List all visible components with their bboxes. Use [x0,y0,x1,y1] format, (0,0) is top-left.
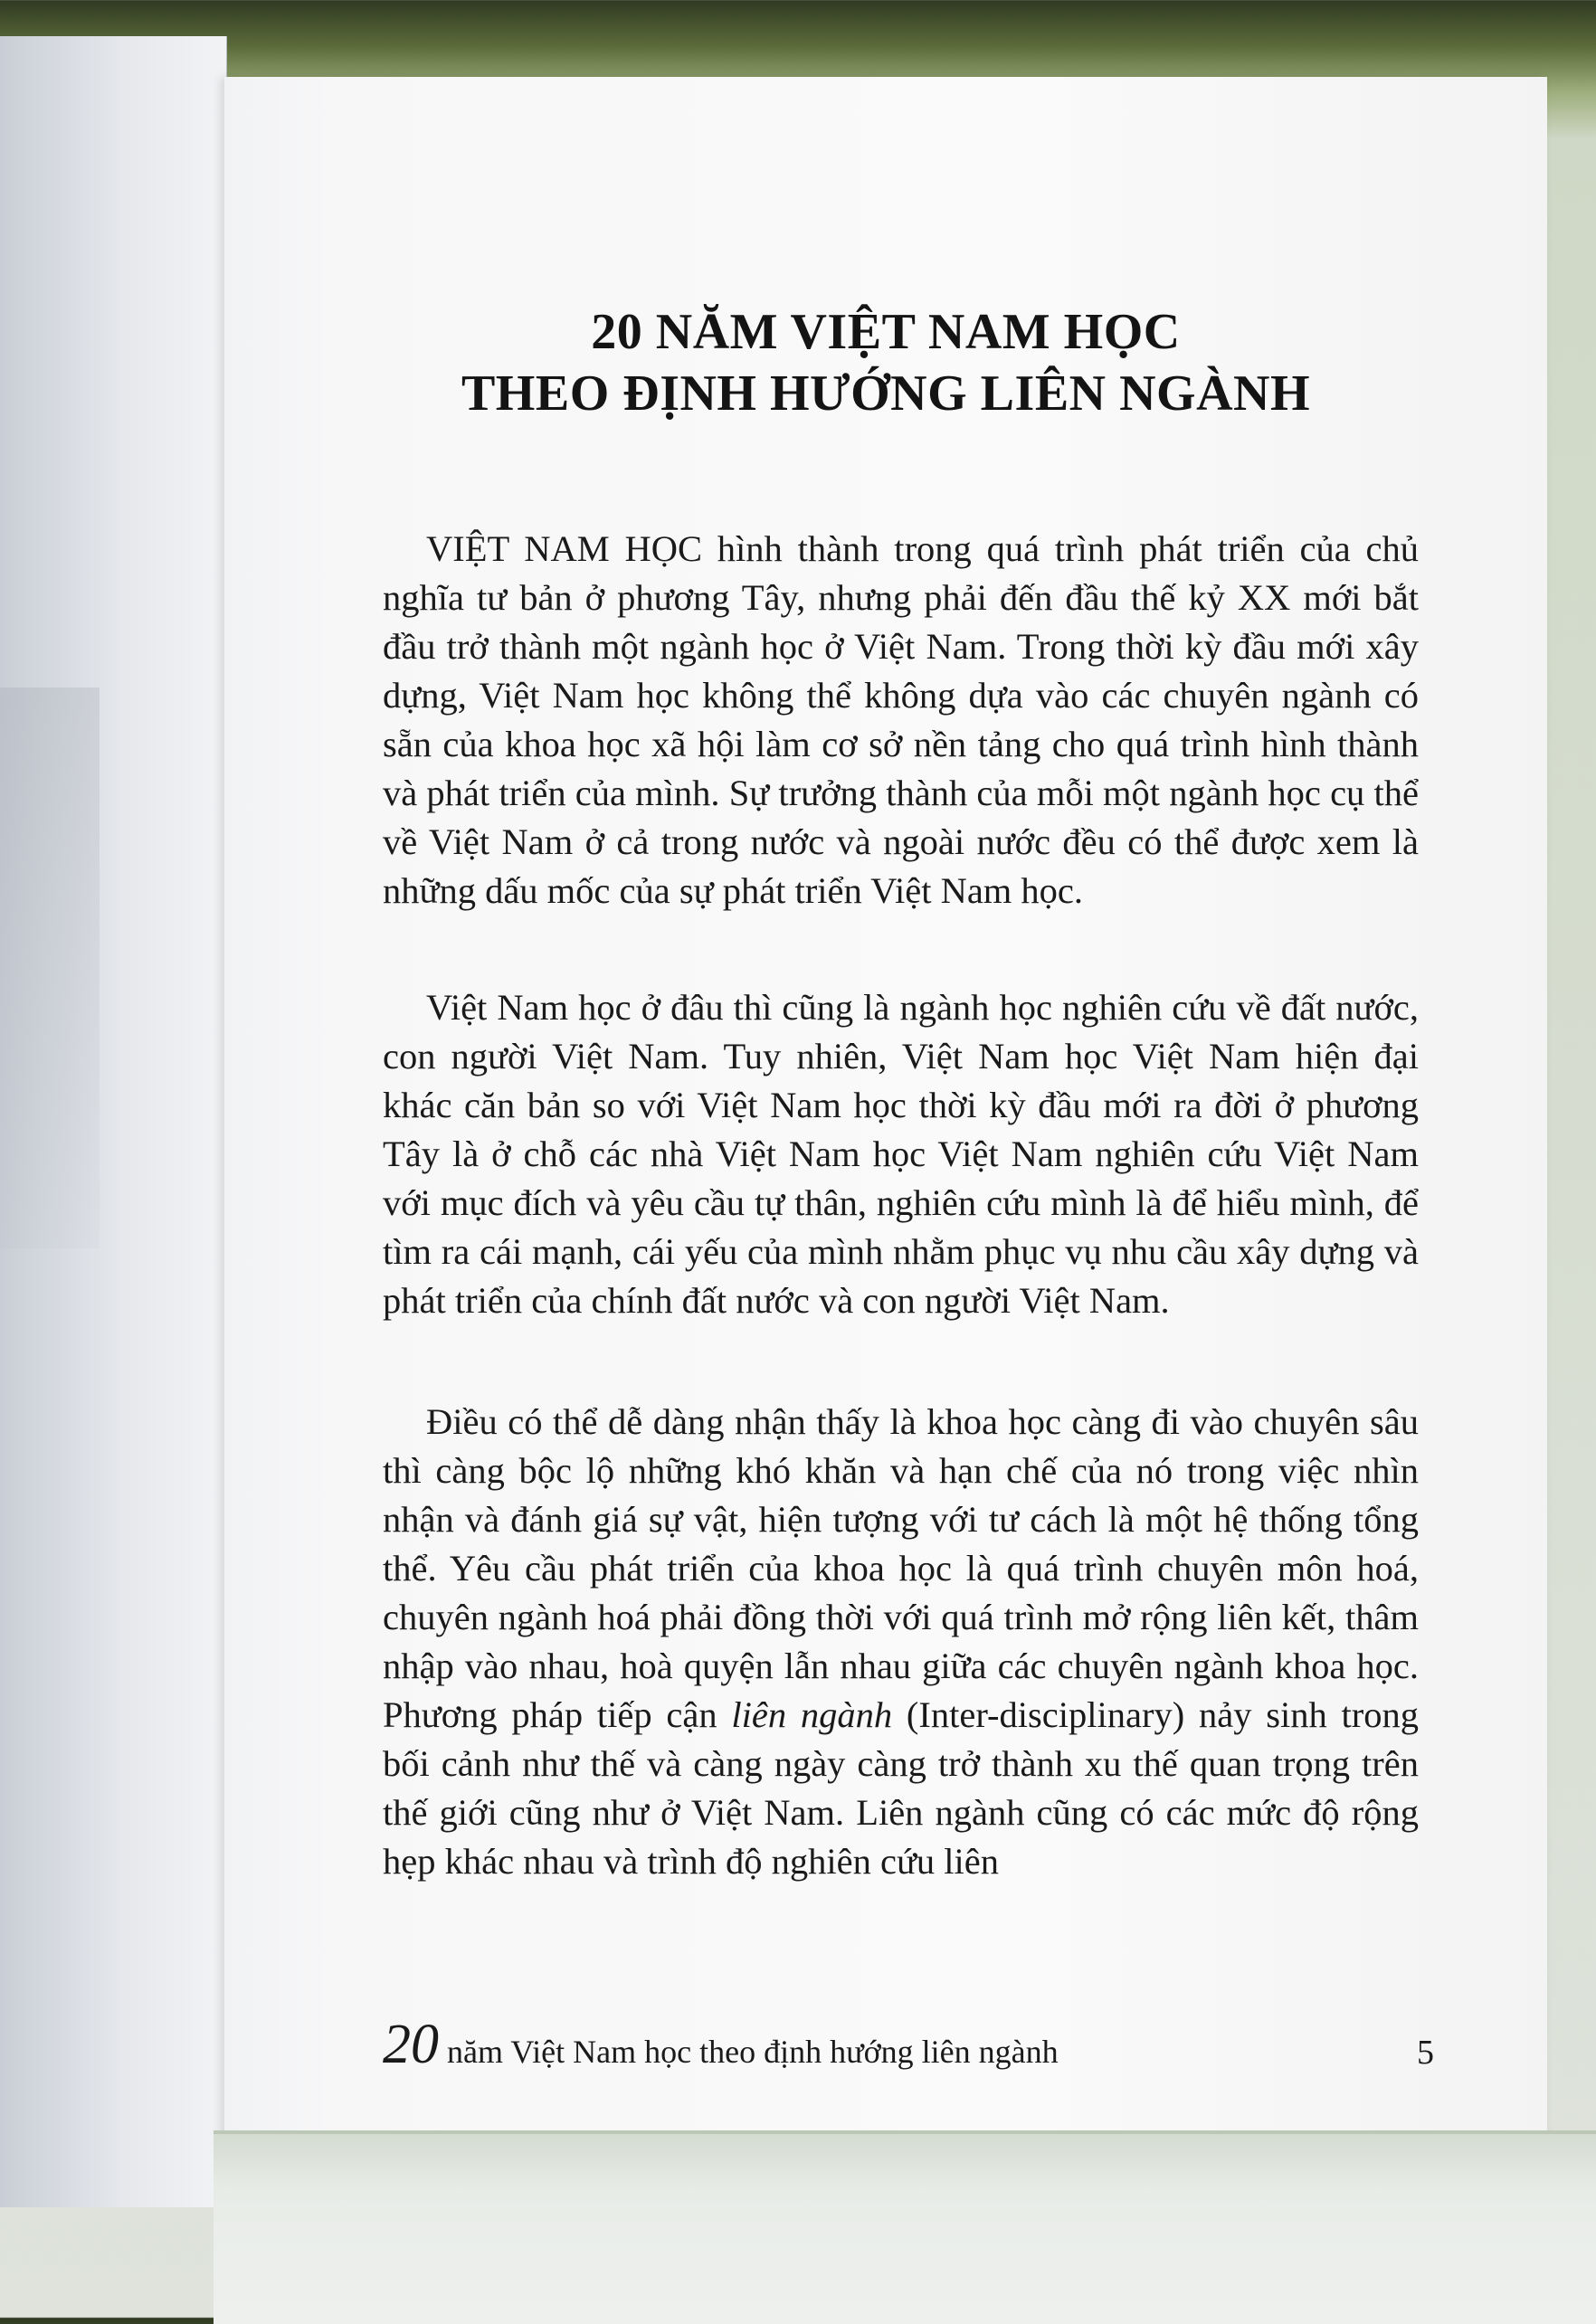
page-number: 5 [1417,2034,1434,2072]
acrylic-stand [214,2130,1596,2324]
paragraph-3-text-a: Điều có thể dễ dàng nhận thấy là khoa học càng đi vào chuyên sâu thì càng bộc lộ những khó khăn và hạn chế của nó trong việc nhìn nhận và đánh giá sự vật, hiện tượng với tư cách là một hệ thống tổng thể. Yêu cầu phát triển của khoa học là quá trình chuyên môn hoá, chuyên ngành hoá phải đồng thời với quá trình mở rộng liên kết, thâm nhập vào nhau, hoà quyện lẫn nhau giữa các chuyên ngành khoa học. Phương pháp tiếp cận [383,1401,1419,1735]
paragraph-3 [383,1398,1419,1886]
chapter-title-line-2: THEO ĐỊNH HƯỚNG LIÊN NGÀNH [461,365,1311,422]
chapter-title-line-1: 20 NĂM VIỆT NAM HỌC [591,304,1181,360]
footer-title: năm Việt Nam học theo định hướng liên ngành [439,2034,1059,2070]
left-page [0,36,227,2207]
paragraph-3-text-b: (Inter-disciplinary) nảy sinh trong bối cảnh như thế và càng ngày càng trở thành xu thế quan trọng trên thế giới cũng như ở Việt Nam. Liên ngành cũng có các mức độ rộng hẹp khác nhau và trình độ nghiên cứu liên [383,1694,1419,1882]
paragraph-2-block [383,983,1419,1325]
paragraph-3-block [383,1398,1419,1886]
left-page-shadow [0,688,100,1248]
footer-number: 20 [383,2014,439,2075]
paragraph-1: VIỆT NAM HỌC hình thành trong quá trình phát triển của chủ nghĩa tư bản ở phương Tây, nhưng phải đến đầu thế kỷ XX mới bắt đầu trở thành một ngành học ở Việt Nam. Trong thời kỳ đầu mới xây dựng, Việt Nam học không thể không dựa vào các chuyên ngành có sẵn của khoa học xã hội làm cơ sở nền tảng cho quá trình hình thành và phát triển của mình. Sự trưởng thành của mỗi một ngành học cụ thể về Việt Nam ở cả trong nước và ngoài nước đều có thể được xem là những dấu mốc của sự phát triển Việt Nam học. [383,528,1419,911]
paragraph-1-block [383,525,1419,915]
book-page [224,77,1547,2149]
paragraph-2: Việt Nam học ở đâu thì cũng là ngành học nghiên cứu về đất nước, con người Việt Nam. Tuy nhiên, Việt Nam học Việt Nam hiện đại khác căn bản so với Việt Nam học thời kỳ đầu mới ra đời ở phương Tây là ở chỗ các nhà Việt Nam học Việt Nam nghiên cứu Việt Nam với mục đích và yêu cầu tự thân, nghiên cứu mình là để hiểu mình, để tìm ra cái mạnh, cái yếu của mình nhằm phục vụ nhu cầu xây dựng và phát triển của chính đất nước và con người Việt Nam. [383,987,1419,1321]
paragraph-3-italic-term: liên ngành [731,1694,893,1735]
running-footer [383,2013,1059,2077]
